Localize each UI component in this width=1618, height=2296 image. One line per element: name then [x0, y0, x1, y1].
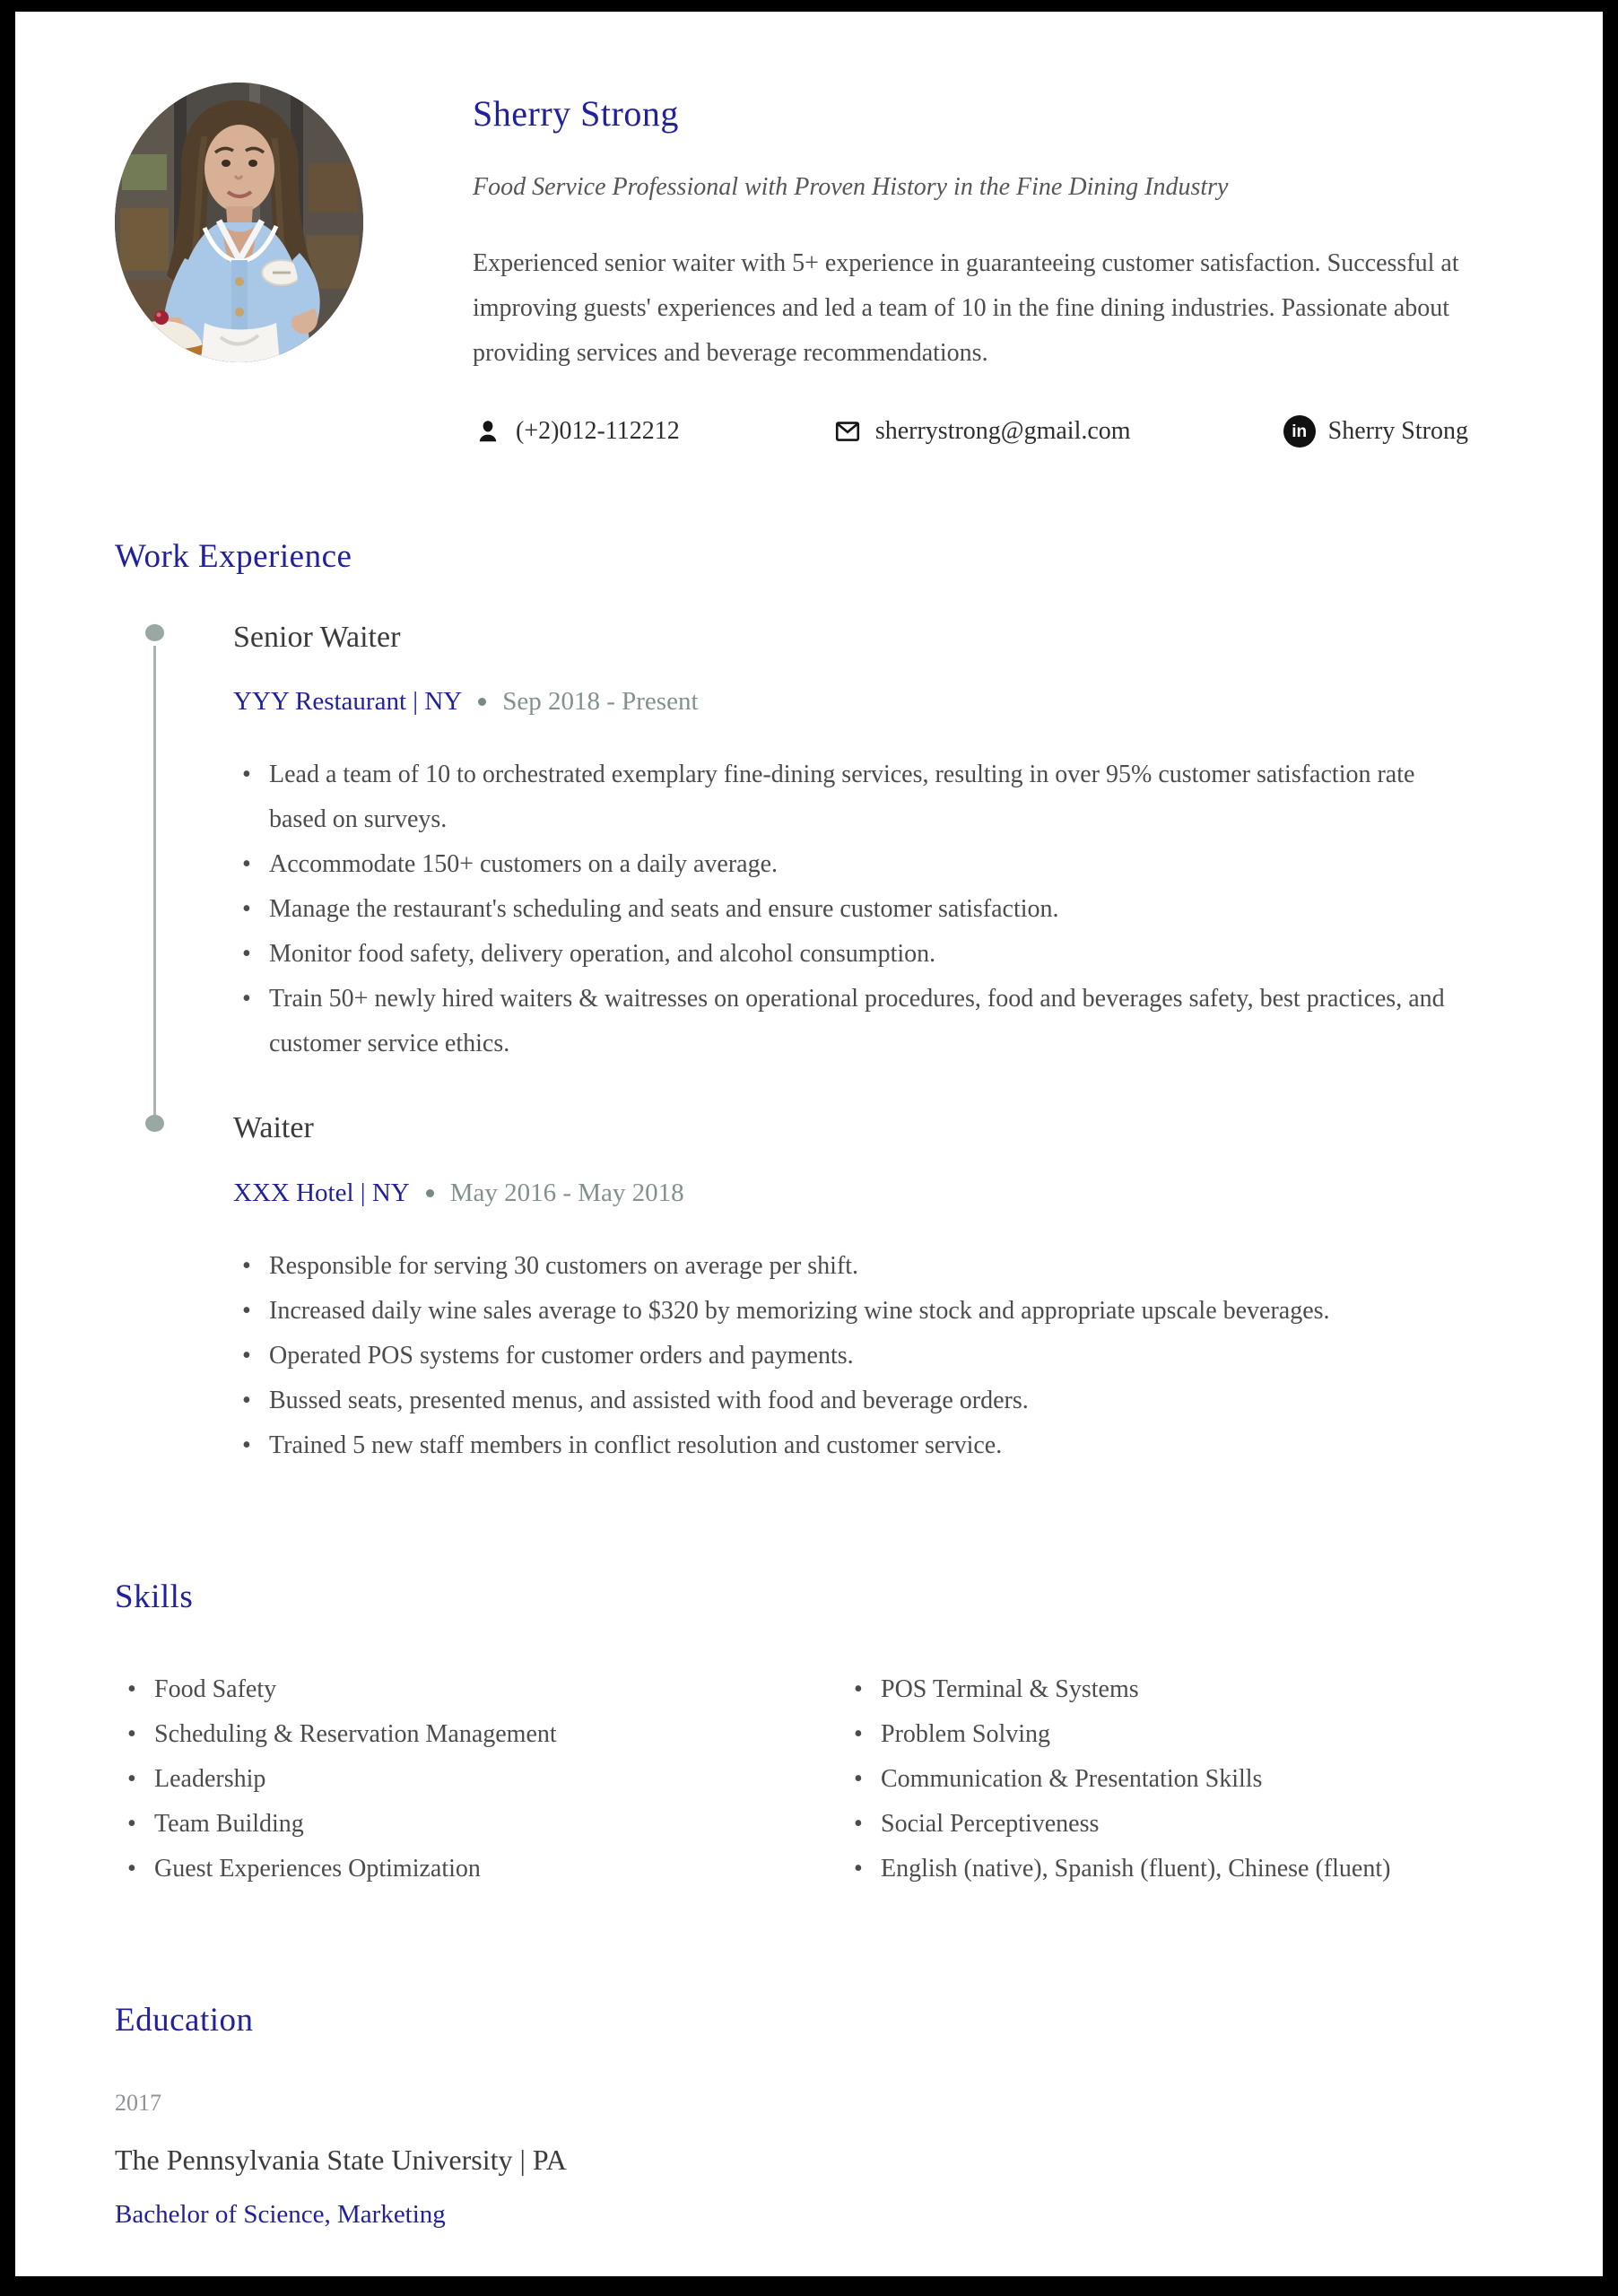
separator-dot-icon [478, 698, 486, 706]
bullet-item: • Lead a team of 10 to orchestrated exemplary fine-dining services, resulting in over 95% customer satisfaction rate based on surveys. [233, 752, 1468, 842]
professional-title: Food Service Professional with Proven History in the Fine Dining Industry [473, 173, 1229, 201]
resume-header [115, 83, 1468, 448]
job-bullet-list [233, 1244, 1468, 1468]
phone-contact [473, 416, 680, 447]
bullet-item: • Operated POS systems for customer orders and payments. [233, 1334, 1468, 1378]
job-meta-row [233, 687, 1468, 717]
skills-section [115, 1578, 1468, 1892]
bullet-item: • Guest Experiences Optimization [115, 1847, 841, 1892]
company-link[interactable]: YYY Restaurant | NY [233, 687, 463, 717]
timeline-dot [145, 1115, 164, 1132]
linkedin-icon: in [1283, 415, 1316, 448]
job-title: Senior Waiter [233, 620, 401, 654]
header-text-block [473, 83, 1468, 448]
profile-photo [115, 83, 363, 362]
skills-list-left [115, 1667, 841, 1892]
bullet-item: • Trained 5 new staff members in conflict resolution and customer service. [233, 1423, 1468, 1468]
contact-row [473, 415, 1468, 448]
bullet-item: • Social Perceptiveness [841, 1802, 1468, 1847]
job-bullet-list [233, 752, 1468, 1066]
bullet-item: • Manage the restaurant's scheduling and seats and ensure customer satisfaction. [233, 887, 1468, 932]
bullet-item: • Monitor food safety, delivery operation, and alcohol consumption. [233, 932, 1468, 977]
work-experience-heading: Work Experience [115, 538, 352, 576]
timeline-gutter [115, 1109, 233, 1468]
job-body [233, 619, 1468, 1067]
separator-dot-icon [426, 1189, 434, 1197]
bullet-item: • Bussed seats, presented menus, and assisted with food and beverage orders. [233, 1378, 1468, 1423]
job-dates: Sep 2018 - Present [502, 687, 699, 717]
bullet-item: • Scheduling & Reservation Management [115, 1712, 841, 1757]
linkedin-contact[interactable] [1283, 415, 1468, 448]
resume-page [15, 12, 1603, 2276]
bullet-item: • Team Building [115, 1802, 841, 1847]
bullet-item: • Train 50+ newly hired waiters & waitresses on operational procedures, food and beverages safety, best practices, and customer service ethics. [233, 977, 1468, 1066]
skills-list-right [841, 1667, 1468, 1892]
timeline-gutter [115, 619, 233, 1067]
education-section [115, 2001, 1468, 2230]
bullet-item: • POS Terminal & Systems [841, 1667, 1468, 1712]
linkedin-profile-name: Sherry Strong [1327, 417, 1468, 446]
work-experience-section [115, 537, 1468, 1467]
bullet-item: • Communication & Presentation Skills [841, 1757, 1468, 1802]
jobs-timeline [115, 619, 1468, 1468]
summary-text: Experienced senior waiter with 5+ experience in guaranteeing customer satisfaction. Successful at improving guests' experiences and led a team of 10 in the fine dining industries. Passionate about providing services and beverage recommendations. [473, 249, 1459, 368]
job-entry-senior-waiter [115, 619, 1468, 1067]
bullet-item: • Food Safety [115, 1667, 841, 1712]
company-link[interactable]: XXX Hotel | NY [233, 1178, 410, 1207]
phone-number: (+2)012-112212 [516, 417, 680, 446]
job-meta-row [233, 1178, 1468, 1208]
bullet-item: • Increased daily wine sales average to $320 by memorizing wine stock and appropriate upscale beverages. [233, 1289, 1468, 1334]
bullet-item: • Accommodate 150+ customers on a daily average. [233, 842, 1468, 887]
bullet-item: • Problem Solving [841, 1712, 1468, 1757]
page-title-name: Sherry Strong [473, 93, 679, 134]
education-year: 2017 [115, 2089, 161, 2116]
job-body [233, 1109, 1468, 1468]
email-address: sherrystrong@gmail.com [874, 417, 1131, 446]
skills-heading: Skills [115, 1578, 194, 1615]
job-dates: May 2016 - May 2018 [449, 1178, 684, 1207]
email-contact[interactable] [832, 416, 1131, 447]
bullet-item: • English (native), Spanish (fluent), Chinese (fluent) [841, 1847, 1468, 1892]
timeline-dot [145, 624, 164, 641]
job-entry-waiter [115, 1109, 1468, 1468]
education-degree: Bachelor of Science, Marketing [115, 2200, 446, 2230]
job-title: Waiter [233, 1111, 314, 1145]
profile-photo-illustration [115, 83, 363, 362]
mail-icon [832, 416, 863, 447]
education-school: The Pennsylvania State University | PA [115, 2143, 567, 2176]
bullet-item: • Responsible for serving 30 customers on average per shift. [233, 1244, 1468, 1289]
education-heading: Education [115, 2002, 254, 2039]
bullet-item: • Leadership [115, 1757, 841, 1802]
person-icon [473, 416, 503, 447]
skills-columns [115, 1667, 1468, 1892]
